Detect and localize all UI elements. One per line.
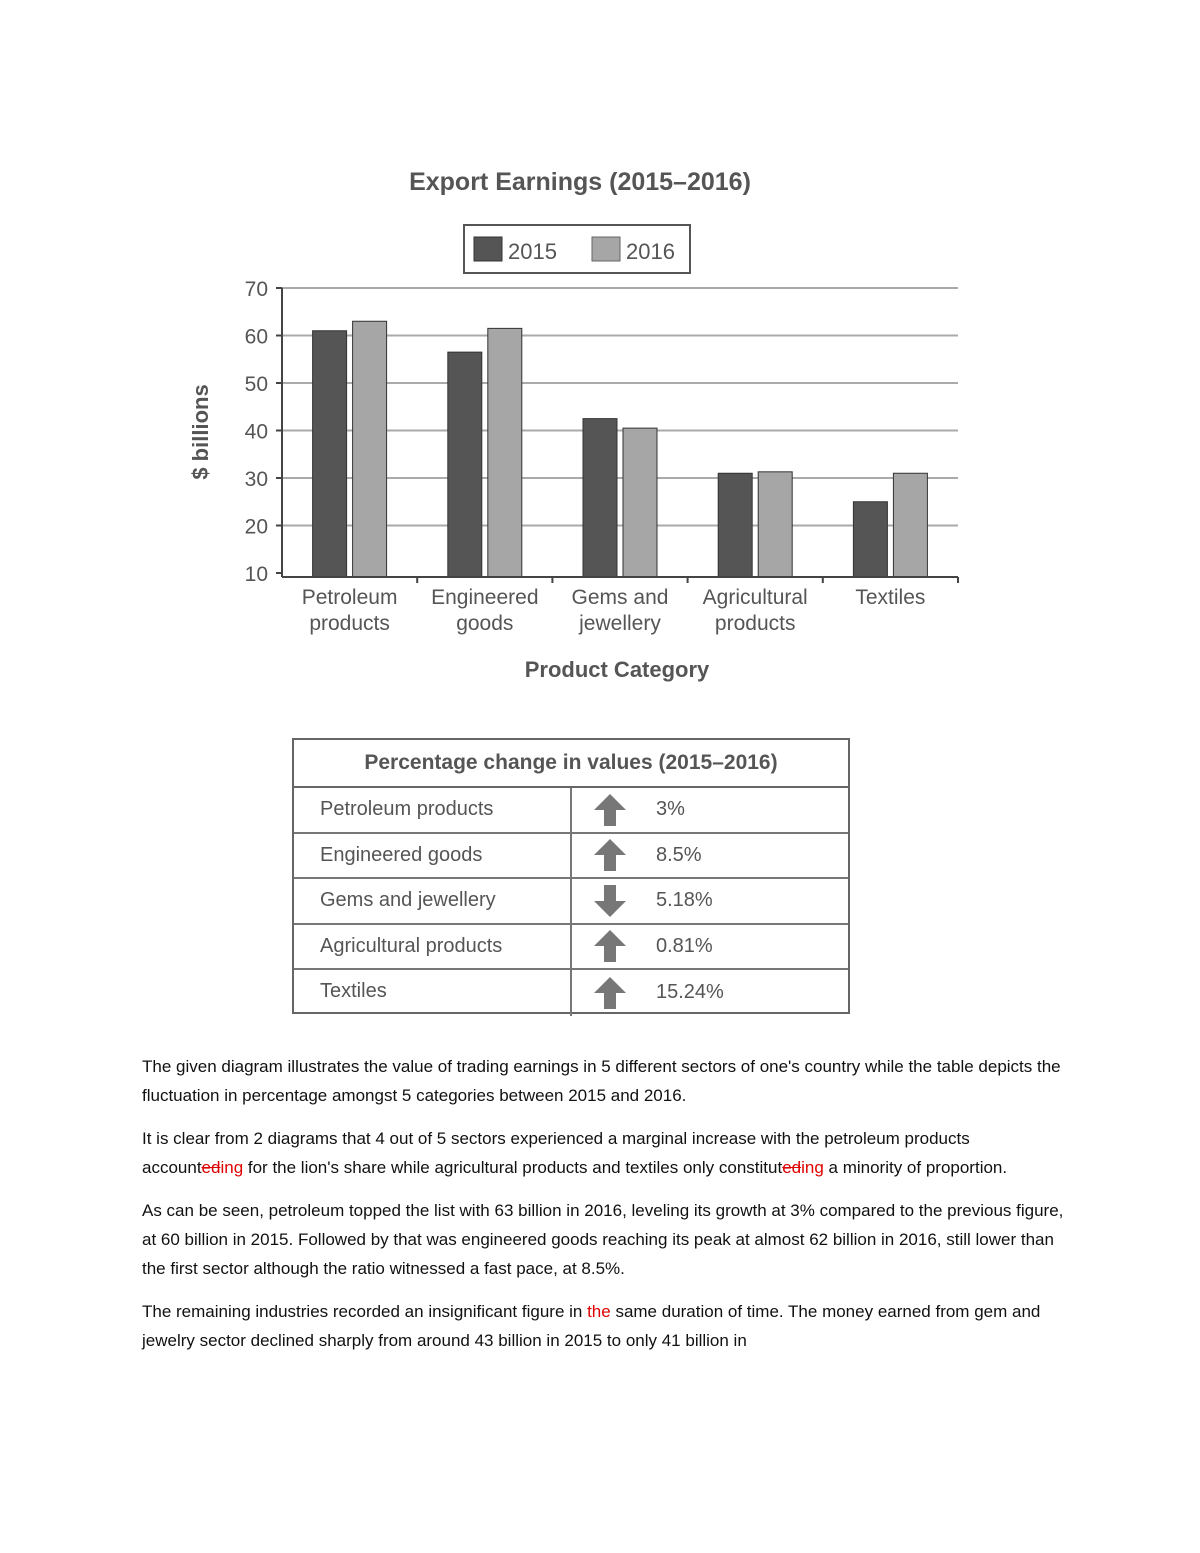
bar-2015-0 <box>313 331 347 577</box>
table-row-label: Petroleum products <box>294 788 572 832</box>
percentage-value: 15.24% <box>656 981 724 1004</box>
percentage-value: 0.81% <box>656 934 713 957</box>
x-tick-label: jewellery <box>579 612 661 635</box>
essay-text-run: The remaining industries recorded an insignificant figure in <box>142 1302 588 1321</box>
y-tick-label: 50 <box>244 373 268 396</box>
y-tick-label: 60 <box>244 325 268 349</box>
table-row-label: Textiles <box>294 970 572 1016</box>
x-axis-labels <box>302 577 958 635</box>
y-axis-ticks <box>245 278 282 586</box>
essay-paragraph <box>142 1297 1072 1355</box>
y-tick-label: 40 <box>244 420 268 444</box>
table-row-value-cell <box>572 970 848 1016</box>
y-tick-label: 20 <box>244 515 268 539</box>
table-row <box>294 879 848 925</box>
chart-bars <box>313 321 928 577</box>
arrow-up-icon <box>592 928 628 964</box>
table-row <box>294 788 848 834</box>
table-row-label: Engineered goods <box>294 834 572 878</box>
x-tick-label: products <box>714 612 796 635</box>
essay-text-run: for the lion's share while agricultural products and textiles only constitut <box>243 1158 783 1177</box>
bar-2016-2 <box>623 428 657 577</box>
y-tick-label: 30 <box>244 468 268 491</box>
correction-deletion: ed <box>782 1158 802 1177</box>
bar-2016-0 <box>353 321 387 577</box>
bar-2016-4 <box>893 473 927 577</box>
legend-label-2016: 2016 <box>626 239 675 264</box>
legend-swatch-2016 <box>592 237 620 261</box>
essay-paragraph <box>142 1124 1072 1182</box>
essay-text-run: It is clear from 2 diagrams that 4 out of 5 sectors experienced a marginal increase with the petroleum products account <box>142 1129 970 1177</box>
table-row <box>294 925 848 971</box>
table-row <box>294 834 848 880</box>
export-earnings-chart <box>0 0 1200 720</box>
percentage-change-table <box>292 738 850 1014</box>
table-title: Percentage change in values (2015–2016) <box>294 740 848 788</box>
y-tick-label: 70 <box>244 278 268 301</box>
table-row-value-cell <box>572 879 848 923</box>
table-row-label: Gems and jewellery <box>294 879 572 923</box>
percentage-value: 5.18% <box>656 889 713 912</box>
x-tick-label: Textiles <box>855 586 926 609</box>
correction-deletion: ed <box>201 1158 221 1177</box>
x-tick-label: Petroleum <box>301 586 398 609</box>
x-tick-label: Engineered <box>431 586 539 609</box>
table-row-label: Agricultural products <box>294 925 572 969</box>
arrow-up-icon <box>592 975 628 1011</box>
x-tick-label: goods <box>456 612 514 635</box>
essay-paragraph: As can be seen, petroleum topped the list with 63 billion in 2016, leveling its growth at 3% compared to the previous figure, at 60 billion in 2015. Followed by that was engineered goods reaching its peak at almost 62 billion in 2016, still lower than the first sector although the ratio witnessed a fast pace, at 8.5%. <box>142 1201 1064 1278</box>
chart-title: Export Earnings (2015–2016) <box>409 168 751 196</box>
y-axis-title: $ billions <box>188 384 213 480</box>
essay-text <box>142 1052 1072 1369</box>
arrow-down-icon <box>592 883 628 919</box>
bar-2015-1 <box>448 352 482 577</box>
bar-2016-1 <box>488 328 522 577</box>
table-row <box>294 970 848 1016</box>
table-rows <box>294 788 848 1016</box>
x-tick-label: Agricultural <box>702 586 808 609</box>
table-row-value-cell <box>572 834 848 878</box>
essay-paragraph: The given diagram illustrates the value of trading earnings in 5 different sectors of one's country while the table depicts the fluctuation in percentage amongst 5 categories between 2015 and 2016. <box>142 1057 1061 1105</box>
correction-insertion: ing <box>220 1158 244 1177</box>
table-row-value-cell <box>572 925 848 969</box>
chart-legend <box>464 225 690 273</box>
bar-2015-2 <box>583 419 617 577</box>
percentage-value: 3% <box>656 798 685 821</box>
bar-2016-3 <box>758 472 792 577</box>
arrow-up-icon <box>592 792 628 828</box>
arrow-up-icon <box>592 837 628 873</box>
x-axis-title: Product Category <box>524 657 710 682</box>
legend-label-2015: 2015 <box>508 239 557 264</box>
table-row-value-cell <box>572 788 848 832</box>
correction-insertion: the <box>587 1302 611 1321</box>
x-tick-label: products <box>309 612 390 635</box>
y-tick-label: 10 <box>244 563 268 586</box>
bar-2015-3 <box>718 473 752 577</box>
percentage-value: 8.5% <box>656 843 702 866</box>
x-tick-label: Gems and <box>571 586 669 609</box>
essay-text-run: same duration of time. The money earned from gem and jewelry sector declined sharply from around 43 billion in 2015 to only 41 billion in <box>142 1302 1041 1350</box>
essay-text-run: a minority of proportion. <box>823 1158 1008 1177</box>
bar-2015-4 <box>853 502 887 577</box>
correction-insertion: ing <box>801 1158 824 1177</box>
legend-swatch-2015 <box>474 237 502 261</box>
